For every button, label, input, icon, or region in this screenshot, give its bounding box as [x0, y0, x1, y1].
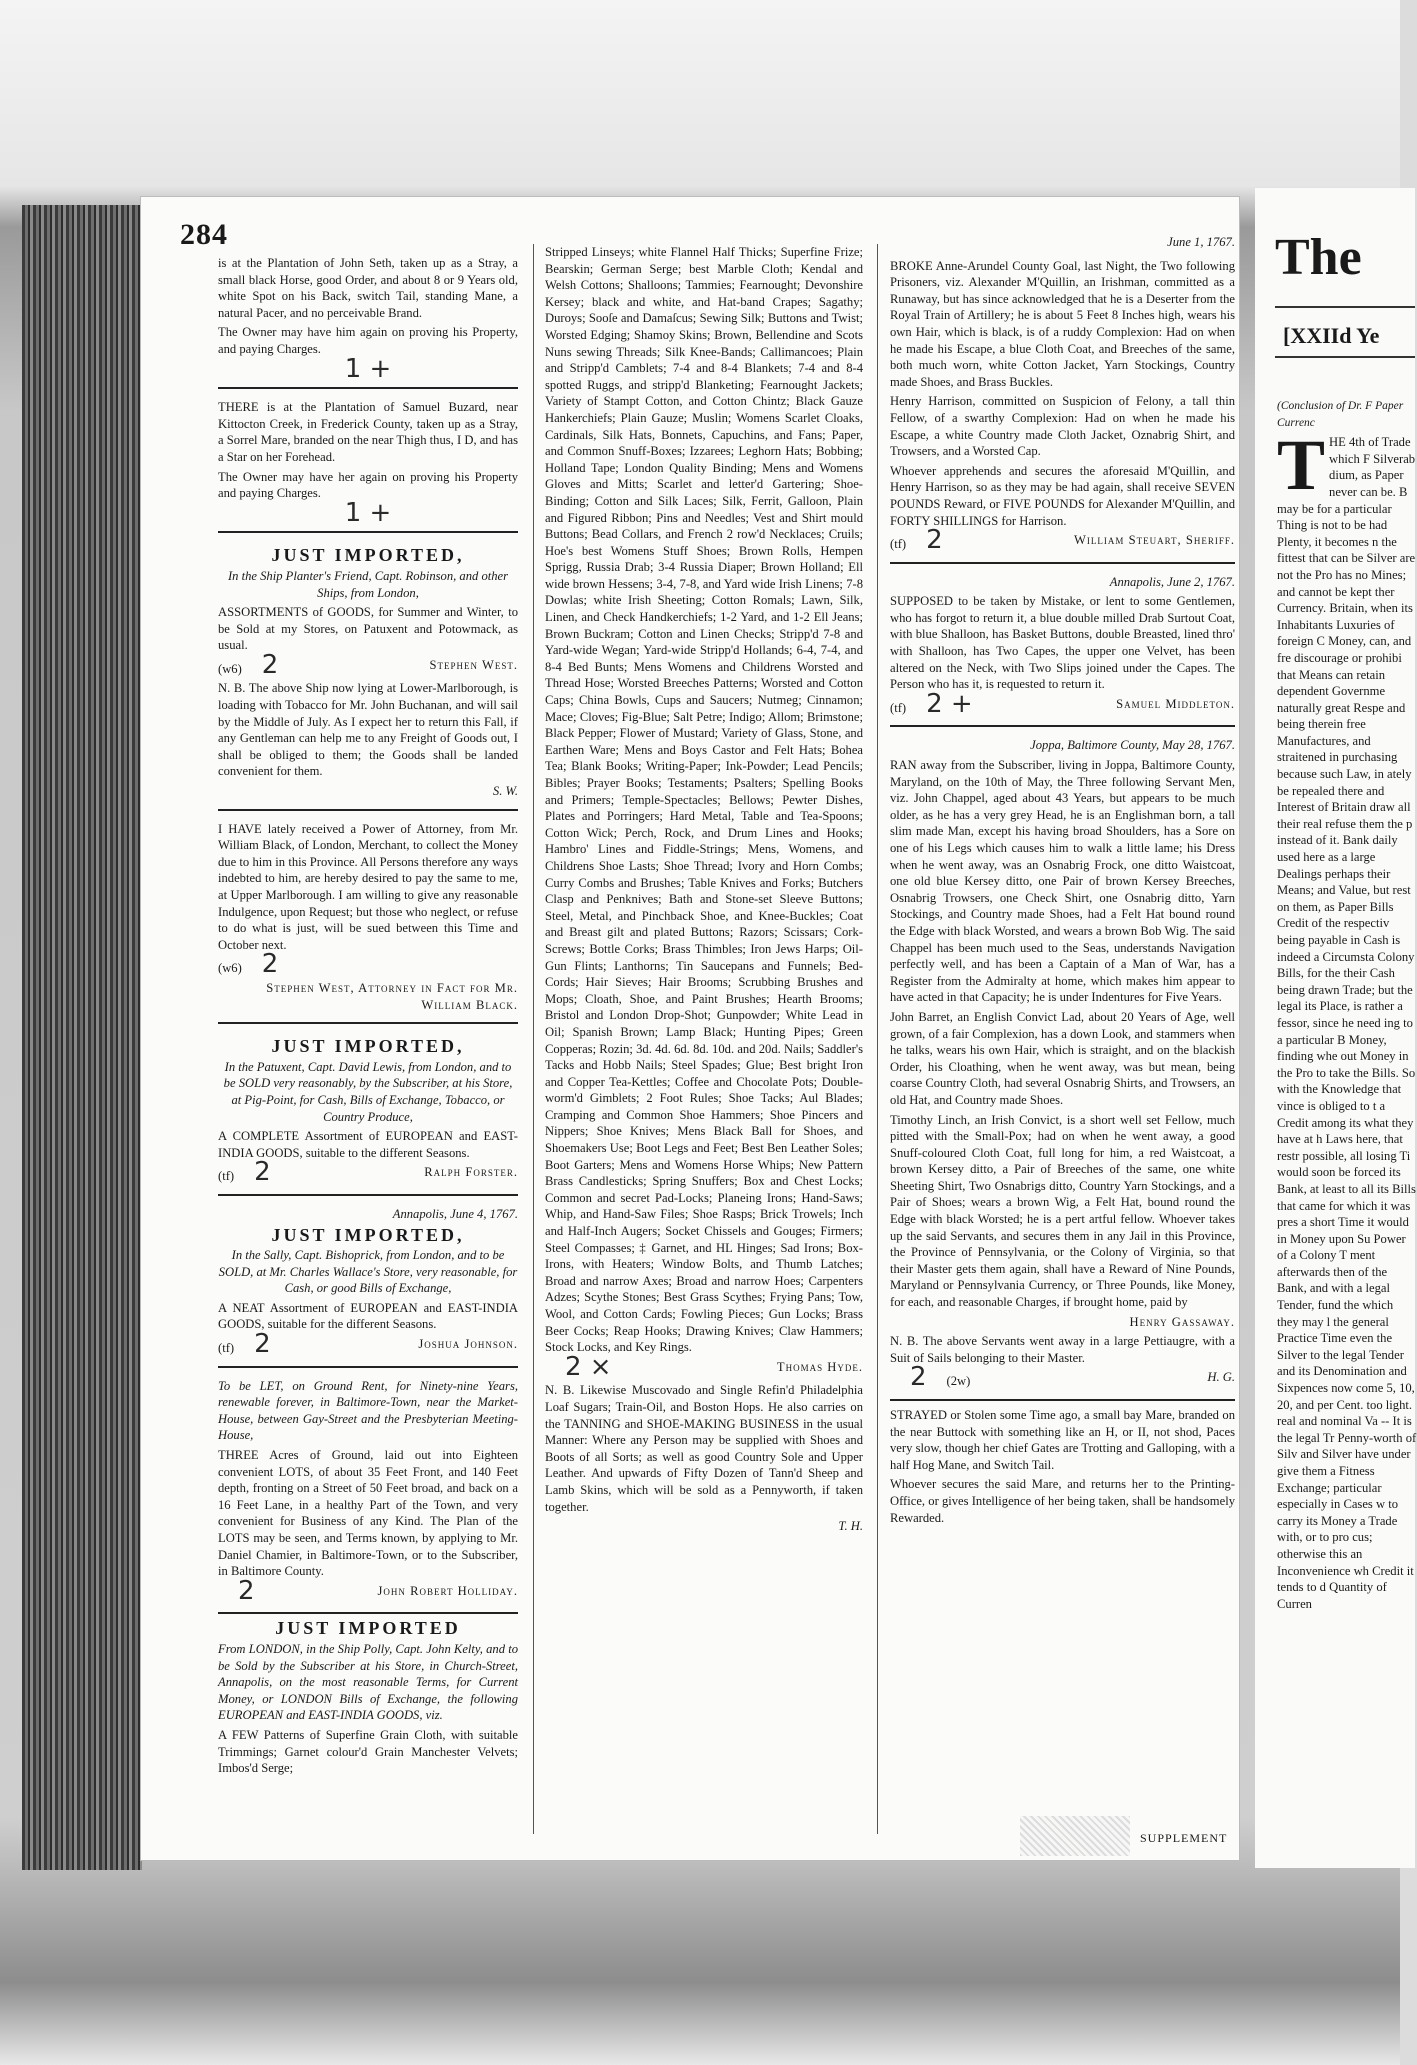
handwritten-mark: 2	[238, 1575, 255, 1606]
ad-text: SUPPOSED to be taken by Mistake, or lent to some Gentlemen, who has forgot to return it, a blue double milled Drab Surtout Coat, with blue Shalloon, has Basket Buttons, double Breasted, lined thro' with Shalloon, has Two Capes, the upper one Velvet, has been altered on the Neck, with Two Slips joined under the Capes. The Person who has it, is requested to return it.	[890, 594, 1235, 692]
ad-signer: William Steuart, Sheriff.	[1074, 533, 1235, 548]
ad-intro: To be LET, on Ground Rent, for Ninety-nine Years, renewable forever, in Baltimore-Town, near the Market-House, between Gay-Street and the Presbyterian Meeting-House,	[218, 1378, 518, 1443]
runaway-servants-ad	[890, 733, 1235, 1401]
ad-note: N. B. The above Ship now lying at Lower-Marlborough, is loading with Tobacco for Mr. John Buchanan, and will sail by the Middle of July. As I expect her to return this Fall, if any Gentleman can help me to any Freight of Goods out, I shall be obliged to them; the Goods shall be landed convenient for them.	[218, 681, 518, 779]
west-imported-ad	[218, 539, 518, 810]
ad-text: Timothy Linch, an Irish Convict, is a short well set Fellow, much pitted with the Small-Pox; had on when he went away, a good Snuff-coloured Cloth Coat, full long for him, a red Waistcoat, a brown Kersey ditto, a Pair of Breeches of the same, one white Sheeting Shirt, Two Osnabrigs ditto, Country Yarn Stockings, and a Pair of Shoes; wears a brown Wig, a Felt Hat, bound round the Edge with black Worsted; he is a pert artful fellow. Whoever takes up the said Servants, and secures them in any Jail in this Province, the Province of Pennsylvania, or the Colony of Virginia, so that their Master gets them again, shall have a Reward of Nine Pounds, Maryland or Pennsylvania Currency, or Three Pounds, like Money, for each, and reasonable Charges, if brought home, paid by	[890, 1112, 1235, 1310]
handwritten-mark: 2	[254, 1157, 271, 1188]
ad-text: Henry Harrison, committed on Suspicion of Felony, a tall thin Fellow, of a swarthy Complexion: Had on when he made his Escape, a white Country made Cloth Jacket, Oznabrig Shirt, and Trowsers, and a Worsted Cap.	[890, 394, 1235, 459]
ad-heading: JUST IMPORTED	[275, 1618, 461, 1639]
handwritten-mark: 2	[261, 649, 279, 680]
ad-note-signer: H. G.	[1207, 1370, 1235, 1385]
johnson-imported-ad	[218, 1202, 518, 1368]
ad-date: Joppa, Baltimore County, May 28, 1767.	[1030, 738, 1235, 753]
ad-code: (tf)	[890, 700, 907, 715]
kelty-imported-ad	[218, 1620, 518, 1776]
strayed-mare-ad	[890, 1407, 1235, 1526]
ad-text: A COMPLETE Assortment of EUROPEAN and EAST-INDIA GOODS, suitable to the different Seasons.	[218, 1129, 518, 1160]
ad-text: STRAYED or Stolen some Time ago, a small bay Mare, branded on the near Buttock with something like an H, or II, not shod, Paces very slow, though her chief Gates are Trotting and Galloping, with a half Hog Mane, and Switch Tail.	[890, 1408, 1235, 1472]
ad-note: N. B. Likewise Muscovado and Single Refin'd Philadelphia Loaf Sugars; Train-Oil, and Boston Hops. He also carries on the TANNING and SHOE-MAKING BUSINESS in the usual Manner: Where any Person may be supplied with Shoes and Boots of all Sorts; as well as good Country Sole and Upper Leather. And upwards of Fifty Dozen of Tann'd Sheep and Lamb Skins, which will be sold as a Pennyworth, if taken together.	[545, 1383, 863, 1514]
handwritten-mark: 1 +	[344, 353, 392, 384]
ad-ship: In the Patuxent, Capt. David Lewis, from London, and to be SOLD very reasonably, by the Subscriber, at his Store, at Pig-Point, for Cash, Bills of Exchange, Tobacco, or Country Produce,	[223, 1059, 513, 1124]
ad-ship: In the Sally, Capt. Bishoprick, from London, and to be SOLD, at Mr. Charles Wallace's Store, very reasonable, for Cash, or good Bills of Exchange,	[218, 1248, 518, 1296]
ad-ship: From LONDON, in the Ship Polly, Capt. John Kelty, and to be Sold by the Subscriber at his Store, in Church-Street, Annapolis, on the most reasonable Terms, for Current Money, or LONDON Bills of Exchange, the following EUROPEAN and EAST-INDIA GOODS, viz.	[218, 1641, 518, 1723]
goods-list: Stripped Linseys; white Flannel Half Thicks; Superfine Frize; Bearskin; German Serge; best Marble Cloth; Kendal and Welsh Cottons; Shalloons; Tammies; Fearnought; Devonshire Kersey; black and white, and Hat-band Crapes; Sagathy; Duroys; Sooſe and Damaſcus; Sewing Silk; Buttons and Twist; Worsted Edging; Shamoy Skins; Brown, Bellendine and Scots Nuns sewing Threads; Silk Knee-Bands; Callimancoes; Plain and Stripp'd Camblets; 7-4 and 8-4 Blankets; 7-4 and 8-4 spotted Ruggs, and stripp'd Blanketing; Fearnought Jackets; Variety of Stampt Cotton, and Cotton Chintz; Black Gauze Hankerchiefs; Plain Gauze; Muslin; Womens Scarlet Cloaks, Cardinals, Silk Hats, Bonnets, Capuchins, and Fans; Paper, and Common Snuff-Boxes; Izzarees; Leghorn Hats; Bobbing; Holland Tape; London Quality Binding; Mens and Womens Gloves and Mitts; Scarlet and letter'd Gartering; Shoe-Binding; Cotton and Silk Laces; Silk, Ferrit, Galloon, Plain and Figured Ribbon; Pins and Needles; Vest and Shirt mould Buttons; Bead Collars, and French 2 row'd Necklaces; Cruils; Hoe's best Womens Stuff Shoes; Brown Rolls, Hempen Sprigg, Russia Drab; 3-4 Russia Diaper; Brown Holland; Ell wide brown Hessens; 3-4, 7-8, and Yard wide Irish Linens; 7-8 Dowlas; white Irish Sheeting; Cotton Romals; Lawn, Silk, Linen, and Check Handkerchiefs; 1-2 Yard, and 1-2 Ell Jeans; Brown Buckram; Cotton and Linen Checks; Stripp'd 7-8 and Yard-wide Wegan; Yard-wide Stripp'd Hollands; 6-4, 7-4, and 8-4 Bed Bunts; Mens Womens and Childrens Worsted and Thread Hose; Worsted Breeches Patterns; Worsted and Cotton Caps; China Bowls, Cups and Saucers; Nutmeg; Cinnamon; Mace; Cloves; Fig-Blue; Salt Petre; Indigo; Allom; Brimstone; Black Pepper; Flower of Mustard; Variety of Glass, Stone, and Earthen Ware; Mens and Boys Castor and Felt Hats; Bohea Tea; Blank Books; Writing-Paper; Ink-Powder; Lead Pencils; Bibles; Prayer Books; Testaments; Psalters; Spelling Books and Primers; Temple-Spectacles; Bellows; Pewter Dishes, Plates and Porringers; Hard Metal, Table and Tea-Spoons; Cotton Wick; Perch, Rock, and Drum Lines and Hooks; Hambro' Lines and Fiddle-Strings; Mens, Womens, and Childrens Shoe Lasts; Shoe Thread; Ivory and Horn Combs; Curry Combs and Brushes; Table Knives and Forks; Butchers Clasp and Penknives; Bath and Stone-set Sleeve Buttons; Steel, Metal, and Pinchback Shoe, and Knee-Buckles; Coat and Breast gilt and plated Buttons; Razors; Scissars; Cork-Screws; Bottle Corks; Brass Thimbles; Iron Jews Harps; Oil-Gun Flints; Lanthorns; Tin Saucepans and Funnels; Bed-Cords; Hair Sieves; Hair Brooms; Scrubbing Brushes and Mops; Cloath, Shoe, and Paint Brushes; Hearth Brooms; Bristol and London Drop-Shot; Gunpowder; White Lead in Oil; Spanish Brown; Lamp Black; Hunting Pipes; Green Copperas; Rozin; 3d. 4d. 6d. 8d. 10d. and 20d. Nails; Saddler's Tacks and Hobb Nails; Steel Spades; Glue; Best bright Iron and Copper Tea-Kettles; Coffee and Chocolate Pots; Double-worm'd Gimblets; 2 Foot Rules; Shoe Tacks; Aul Blades; Cramping and Common Shoe Hammers; Shoe Pincers and Nippers; Shoe Knives; Mens Black Ball for Shoes, and Shoemakers Use; Boot Legs and Feet; Best Ben Leather Soles; Boot Garters; Mens and Womens Horse Whips; New Pattern Brass Candlesticks; Spring Snuffers; Box and Chest Locks; Common and secret Pad-Locks; Planeing Irons; Hand-Saws; Whip, and Hand-Saw Files; Shoe Rasps; Brick Trowels; Inch and Half-Inch Augers; Socket Chissels and Gouges; Firmers; Steel Compasses; ‡ Garnet, and HL Hinges; Sad Irons; Box-Irons, with Heaters; Window Bolts, and Thumb Latches; Broad and narrow Axes; Broad and narrow Hoes; Carpenters Adzes; Scythe Stones; Best Grass Scythes; Frying Pans; Tow, Wool, and Cotton Cards; Fowling Pieces; Gun Locks; Brass Beer Cocks; Reap Hooks; Drawing Knives; Claw Hammers; Stock Locks, and Key Rings.	[545, 245, 863, 1355]
ad-text: Whoever secures the said Mare, and returns her to the Printing-Office, or gives Intelligence of her being taken, shall be handsomely Rewarded.	[890, 1477, 1235, 1525]
ad-heading: JUST IMPORTED,	[271, 545, 465, 566]
ad-code: (2w)	[946, 1374, 971, 1389]
ad-text: I HAVE lately received a Power of Attorney, from Mr. William Black, of London, Merchant, to collect the Money due to him in this Province. All Persons therefore any ways indebted to him, are hereby desired to pay the same to me, at Upper Marlborough. I am willing to give any reasonable Indulgence, upon Request; but those who neglect, or refuse to do what is just, will be sued between this Time and October next.	[218, 821, 518, 952]
column-rule	[533, 244, 534, 1834]
lots-to-let-ad	[218, 1374, 518, 1615]
ad-text: John Barret, an English Convict Lad, about 20 Years of Age, well grown, of a fair Complexion, has a down Look, and stammers when he talks, wears his own Hair, which is straight, and on the blackish Order, his Cloathing, when he went away, was but mean, being coarse Country Cloth, had several Osnabrig Shirts, and Trowsers, an old Hat, and Country made Shoes.	[890, 1009, 1235, 1107]
column-2	[545, 244, 863, 1538]
essay-caption: (Conclusion of Dr. F Paper Currenc	[1277, 400, 1404, 429]
ad-text: A NEAT Assortment of EUROPEAN and EAST-INDIA GOODS, suitable for the different Seasons.	[218, 1300, 518, 1332]
ad-signer: Thomas Hyde.	[776, 1359, 863, 1374]
forster-imported-ad	[218, 1030, 518, 1196]
right-page	[1255, 188, 1415, 1868]
left-page	[140, 196, 1240, 1861]
ad-text: The Owner may have her again on proving his Property and paying Charges.	[218, 469, 518, 501]
ad-note-signer: T. H.	[838, 1519, 863, 1534]
stray-horse-ad	[218, 251, 518, 389]
handwritten-mark: 2	[926, 525, 943, 556]
ad-text: ASSORTMENTS of GOODS, for Summer and Winter, to be Sold at my Stores, on Patuxent and Potowmack, as usual.	[218, 605, 518, 653]
ad-code: (tf)	[218, 1341, 235, 1356]
masthead-rule	[1275, 356, 1415, 358]
ad-signer: John Robert Holliday.	[377, 1583, 518, 1598]
ad-code: (w6)	[218, 661, 242, 676]
ad-note-signer: S. W.	[492, 784, 518, 799]
attorney-ad	[218, 817, 518, 1025]
ad-text: Whoever apprehends and secures the aforesaid M'Quillin, and Henry Harrison, so as they may be had again, shall receive SEVEN POUNDS Reward, or FIVE POUNDS for Alexander M'Quillin, and FORTY SHILLINGS for Harrison.	[890, 463, 1235, 528]
ad-text: BROKE Anne-Arundel County Goal, last Night, the Two following Prisoners, viz. Alexander M'Quillin, an Irishman, committed as a Runaway, but has since acknowledged that he is a Deserter from the Royal Train of Artillery; he is about 5 Feet 8 Inches high, wears his own Hair, which is black, is of a ruddy Complexion: Had on when he made his Escape, a blue Cloth Coat, and Breeches of the same, both much worn, white Cotton Jacket, Yarn Stockings, Country made Shoes, and Brass Buckles.	[890, 258, 1235, 389]
stray-mare-ad	[218, 395, 518, 533]
handwritten-mark: 2 ×	[565, 1351, 612, 1382]
lost-coat-ad	[890, 570, 1235, 728]
volume-label: [XXIId Ye	[1283, 323, 1380, 348]
handwritten-mark: 1 +	[344, 497, 392, 528]
goal-break-ad	[890, 254, 1235, 564]
masthead-rule	[1275, 306, 1415, 308]
ad-signer: Joshua Johnson.	[418, 1337, 518, 1352]
book-spine	[22, 205, 142, 1870]
ad-date: Annapolis, June 4, 1767.	[392, 1206, 518, 1221]
ad-note: N. B. The above Servants went away in a large Pettiaugre, with a Suit of Sails belonging to their Master.	[890, 1334, 1235, 1365]
ad-text: A FEW Patterns of Superfine Grain Cloth, with suitable Trimmings; Garnet colour'd Grain Manchester Velvets; Imbos'd Serge;	[218, 1727, 518, 1776]
handwritten-mark: 2	[910, 1362, 927, 1393]
ad-heading: JUST IMPORTED,	[271, 1036, 465, 1057]
ad-text: RAN away from the Subscriber, living in Joppa, Baltimore County, Maryland, on the 10th of May, the Three following Servant Men, viz. John Chappel, aged about 43 Years, but appears to be much older, as he has a very grey Head, he is an Englishman born, a tall slim made Man, except his having broad Shoulders, has a Sore on one of his Legs which causes him to walk a little lame; his Dress when he went away, was an Osnabrig Frock, one ditto Waistcoat, one old blue Kersey ditto, one Pair of brown Kersey Breeches, Osnabrig Trowsers, one Check Shirt, one Osnabrig ditto, Yarn Stockings, and Country made Shoes, had a Felt Hat bound round the Edge with black Worsted, and wears a brown Bob Wig. The said Chappel has been much used to the Seas, understands Navigation perfectly well, and has been a Captain of a Man of War, has a Register from the Admiralty at home, which makes him appear to have acted in that Capacity; he is under Indentures for Five Years.	[890, 758, 1235, 1005]
ad-code: (w6)	[218, 961, 242, 976]
column-1	[218, 251, 518, 1780]
ad-signer: Henry Gassaway.	[1129, 1314, 1235, 1329]
ad-text: THERE is at the Plantation of Samuel Buzard, near Kittocton Creek, in Frederick County, taken up as a Stray, a Sorrel Mare, branded on the near Thigh thus, I D, and has a Star on her Forehead.	[218, 400, 518, 464]
essay-text: HE 4th of Trade which F Silverab dium, as Paper never can be. B may be for a particular Thing is not to be had Plenty, it becomes n the fittest that can be Silver are not the Pro has no Mines; and cannot be kept ther Currency. Britain, when its Inhabitants Luxuries of foreign C Money, can, and fre discourage or prohibi that Means can retain dependent Governme naturally great Respe and being therein free Manufactures, and straitened in purchasing because such Law, in ately be repealed there and Interest of Britain draw all their real refuse them the p instead of it. Bank daily used here as a large Dealings perhaps their Means; and Value, but rest on them, as Paper Bills Credit of the respectiv being payable in Cash is indeed a Circumsta Colony Bills, for the their Cash being drawn Trade; but the legal its Place, is rather a fessor, since he need ing to a particular B Money, finding whe out Money in the Pro to take the Bills. So with the Knowledge that vince is obliged to t a Credit among its what they have at h Laws here, that restr possible, all losing Ti would soon be forced its Bank, at least to all its Bills that came for which it was pres a short Time it would in Money upon Su Power of a Colony T ment afterwards then of the Bank, and with a legal Tender, fund the which they may l the general Practice Time even the Silver to the legal Tender and its Denomination and Sixpences now come 5, 10, 20, and per Cent. too light. real and nominal Va -- It is the legal Tr Penny-worth of Silv and Silver have under give them a Fitness Exchange; particular especially in Cases w to carry its Money a Trade with, or to pro cus; otherwise this an Inconvenience wh Credit it tends to d Quantity of Curren	[1277, 435, 1417, 1611]
ad-signer: Ralph Forster.	[424, 1165, 518, 1180]
ad-code: (tf)	[890, 537, 907, 552]
supplement-catchword: SUPPLEMENT	[1140, 1831, 1228, 1845]
ad-text: is at the Plantation of John Seth, taken up as a Stray, a small black Horse, good Order, and about 8 or 9 Years old, white Spot on his Back, switch Tail, standing Mane, a natural Pacer, and no perceivable Brand.	[218, 256, 518, 320]
ad-signer: Samuel Middleton.	[1116, 696, 1235, 711]
ad-ship: In the Ship Planter's Friend, Capt. Robinson, and other Ships, from London,	[227, 568, 509, 600]
ad-date: Annapolis, June 2, 1767.	[1109, 574, 1235, 589]
ad-date: June 1, 1767.	[1167, 235, 1235, 249]
handwritten-mark: 2	[261, 949, 279, 980]
column-3	[890, 234, 1235, 1529]
ad-code: (tf)	[218, 1169, 235, 1184]
ad-signer: Stephen West.	[429, 657, 518, 672]
essay-column	[1277, 398, 1417, 1612]
drop-cap: T	[1277, 425, 1326, 506]
handwritten-mark: 2	[254, 1329, 271, 1360]
masthead-title: The	[1275, 229, 1362, 286]
handwritten-mark: 2 +	[926, 688, 973, 719]
ad-text: THREE Acres of Ground, laid out into Eighteen convenient LOTS, of about 35 Feet Front, and 140 Feet depth, fronting on a Street of 50 Feet broad, and back on a 16 Feet Lane, in a healthy Part of the Town, and very convenient for Business of any Kind. The Plan of the LOTS may be seen, and Terms known, by applying to Mr. Daniel Chamier, in Baltimore-Town, or to the Subscriber, in Baltimore County.	[218, 1448, 518, 1579]
ink-stain	[1020, 1816, 1130, 1856]
ad-heading: JUST IMPORTED,	[271, 1224, 465, 1245]
column-rule	[877, 244, 878, 1834]
ad-text: The Owner may have him again on proving his Property, and paying Charges.	[218, 325, 518, 356]
ad-signer: Stephen West, Attorney in Fact for Mr. William Black.	[266, 980, 518, 1012]
page-number: 284	[180, 218, 228, 251]
